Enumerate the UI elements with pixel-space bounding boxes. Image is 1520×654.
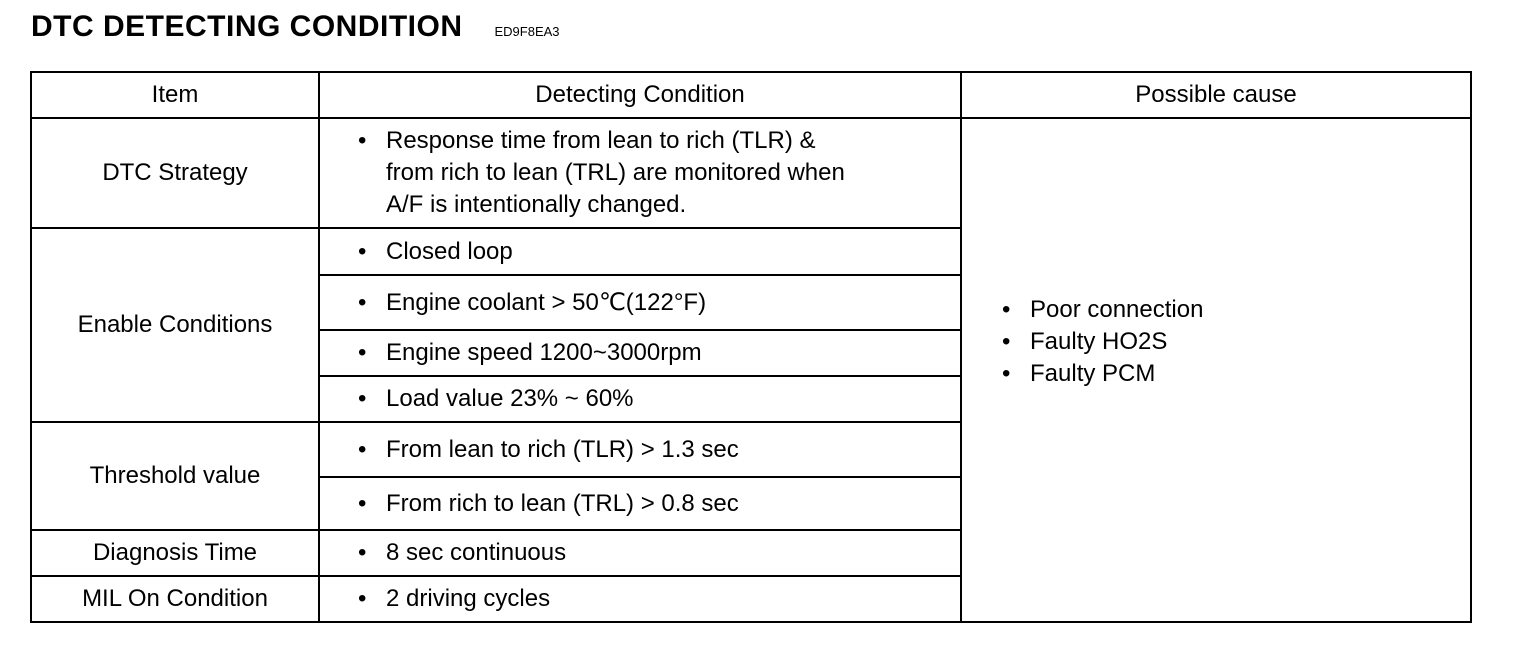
bullet-glyph: • xyxy=(358,585,367,612)
condition-line: from rich to lean (TRL) are monitored when xyxy=(386,159,845,186)
page-header xyxy=(31,10,560,44)
condition-cell xyxy=(319,477,961,530)
item-diagnosis-time: Diagnosis Time xyxy=(31,530,319,576)
column-header-item: Item xyxy=(31,72,319,118)
cause-item xyxy=(1002,294,1470,326)
bullet-glyph: • xyxy=(358,288,367,316)
condition-line: Response time from lean to rich (TLR) & xyxy=(386,127,816,154)
item-mil-on-condition: MIL On Condition xyxy=(31,576,319,622)
condition-text xyxy=(386,125,845,221)
condition-cell xyxy=(319,330,961,376)
bullet-glyph: • xyxy=(358,539,367,566)
condition-bullet xyxy=(358,434,960,466)
condition-bullet xyxy=(358,125,960,221)
page-title: DTC DETECTING CONDITION xyxy=(31,10,463,43)
condition-text: Engine coolant > 50℃(122°F) xyxy=(386,288,707,316)
cause-text: Poor connection xyxy=(1030,296,1204,323)
condition-text: Engine speed 1200~3000rpm xyxy=(386,339,702,366)
bullet-glyph: • xyxy=(358,127,367,154)
condition-cell xyxy=(319,275,961,330)
cause-item xyxy=(1002,358,1470,390)
item-enable-conditions: Enable Conditions xyxy=(31,228,319,422)
column-header-detecting-condition: Detecting Condition xyxy=(319,72,961,118)
condition-bullet xyxy=(358,337,960,369)
bullet-glyph: • xyxy=(1002,360,1011,387)
document-code: ED9F8EA3 xyxy=(494,24,560,39)
condition-bullet xyxy=(358,236,960,268)
condition-text: Load value 23% ~ 60% xyxy=(386,385,634,412)
condition-bullet xyxy=(358,287,960,319)
cause-item xyxy=(1002,326,1470,358)
condition-cell xyxy=(319,228,961,275)
condition-cell xyxy=(319,118,961,228)
condition-bullet xyxy=(358,583,960,615)
condition-text: From lean to rich (TLR) > 1.3 sec xyxy=(386,435,739,463)
condition-cell xyxy=(319,530,961,576)
condition-bullet xyxy=(358,488,960,520)
bullet-glyph: • xyxy=(358,489,367,517)
bullet-glyph: • xyxy=(358,435,367,463)
condition-text: 2 driving cycles xyxy=(386,585,551,612)
cause-text: Faulty HO2S xyxy=(1030,328,1168,355)
condition-text: 8 sec continuous xyxy=(386,539,567,566)
column-header-possible-cause: Possible cause xyxy=(961,72,1471,118)
condition-cell xyxy=(319,422,961,477)
cause-text: Faulty PCM xyxy=(1030,360,1156,387)
table-row xyxy=(31,118,1471,228)
condition-text: Closed loop xyxy=(386,237,513,265)
condition-bullet xyxy=(358,383,960,415)
dtc-condition-table xyxy=(30,71,1472,623)
bullet-glyph: • xyxy=(358,339,367,366)
condition-cell xyxy=(319,576,961,622)
condition-line: A/F is intentionally changed. xyxy=(386,191,687,218)
condition-text: From rich to lean (TRL) > 0.8 sec xyxy=(386,489,739,517)
possible-cause-cell xyxy=(961,118,1471,622)
possible-cause-list xyxy=(1002,294,1470,390)
condition-bullet xyxy=(358,537,960,569)
bullet-glyph: • xyxy=(1002,328,1011,355)
item-dtc-strategy: DTC Strategy xyxy=(31,118,319,228)
condition-cell xyxy=(319,376,961,422)
item-threshold-value: Threshold value xyxy=(31,422,319,530)
bullet-glyph: • xyxy=(358,237,367,265)
bullet-glyph: • xyxy=(1002,296,1011,323)
table-header-row xyxy=(31,72,1471,118)
bullet-glyph: • xyxy=(358,385,367,412)
